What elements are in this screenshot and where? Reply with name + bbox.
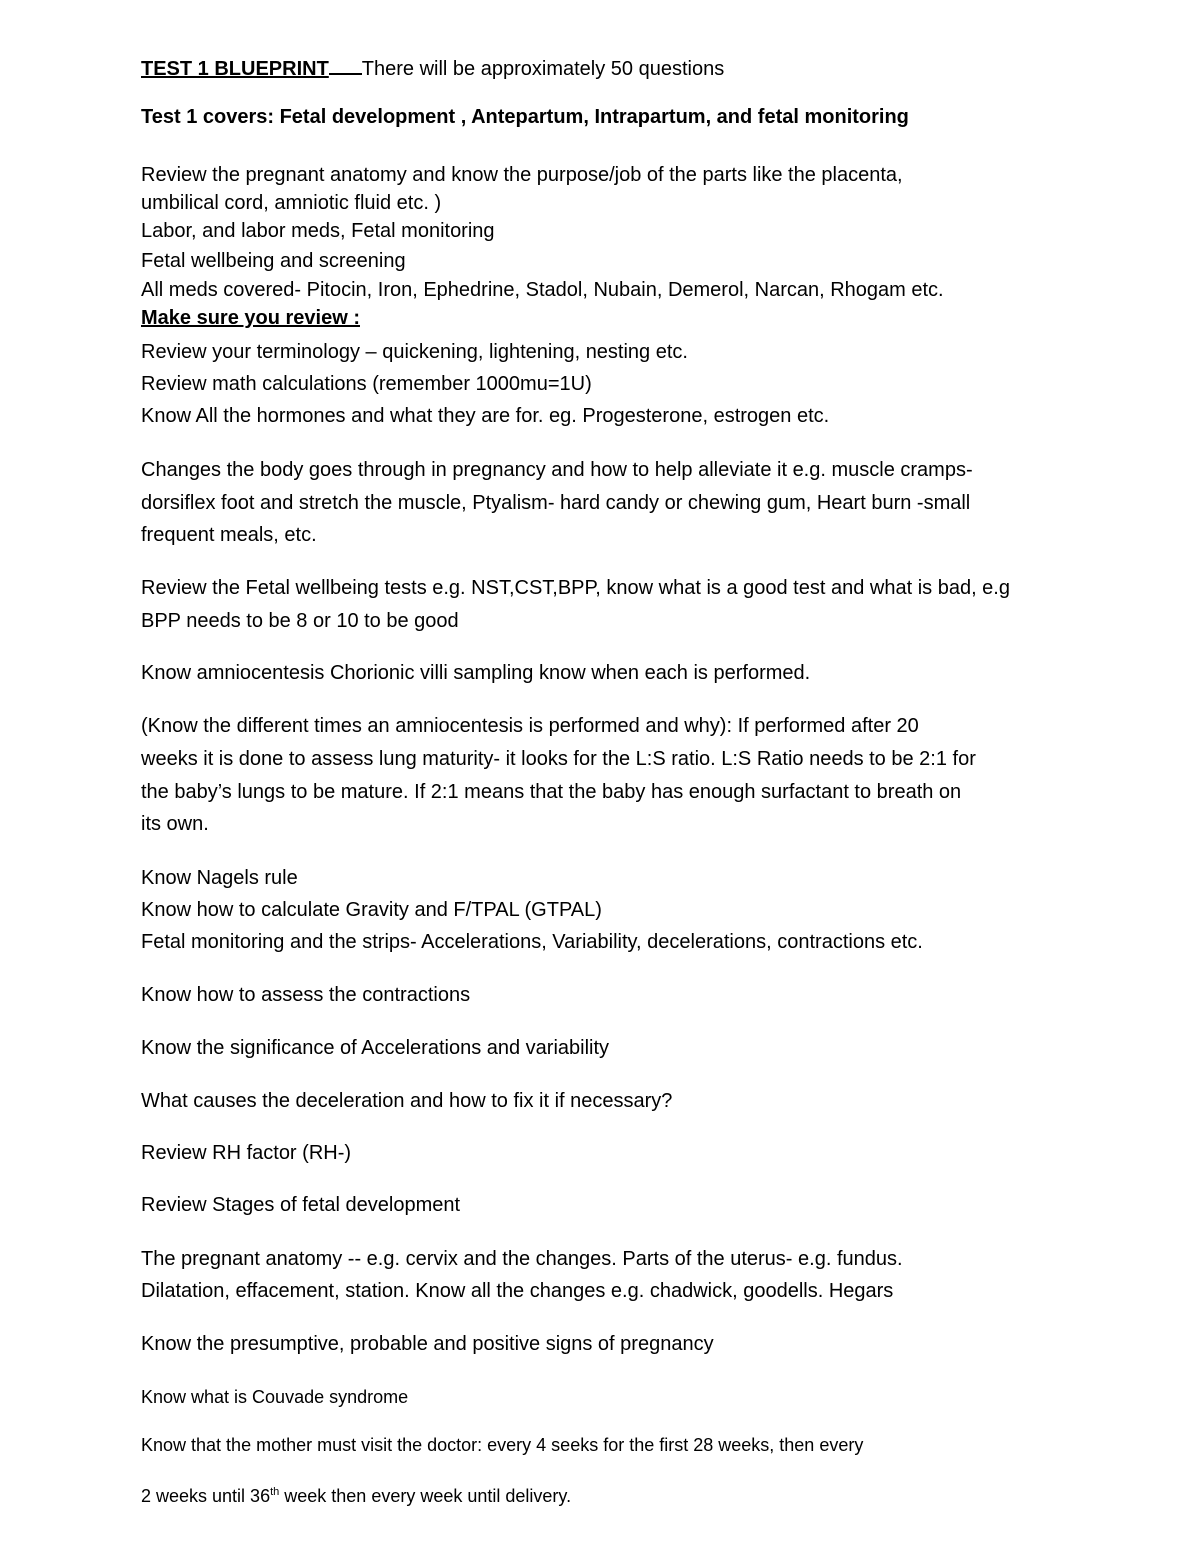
text-line: weeks it is done to assess lung maturity- it looks for the L:S ratio. L:S Ratio needs to be 2:1 for — [141, 748, 976, 770]
text-line: Fetal monitoring and the strips- Accelerations, Variability, decelerations, contractions etc. — [141, 931, 923, 953]
text-line: Know amniocentesis Chorionic villi sampling know when each is performed. — [141, 662, 811, 684]
text-line: Know what is Couvade syndrome — [141, 1387, 409, 1407]
text-line: its own. — [141, 813, 209, 835]
text-line: Review RH factor (RH-) — [141, 1142, 352, 1164]
text-segment: week then every week until delivery. — [279, 1486, 572, 1506]
text-line: Labor, and labor meds, Fetal monitoring — [141, 220, 495, 242]
ordinal-suffix: th — [270, 1486, 280, 1498]
text-line: frequent meals, etc. — [141, 524, 317, 546]
text-line: Review the pregnant anatomy and know the purpose/job of the parts like the placenta, — [141, 164, 903, 186]
text-line — [141, 1484, 571, 1508]
text-line: (Know the different times an amniocentesis is performed and why): If performed after 20 — [141, 715, 919, 737]
text-line: Review math calculations (remember 1000mu=1U) — [141, 373, 592, 395]
text-line: Changes the body goes through in pregnancy and how to help alleviate it e.g. muscle cramps- — [141, 459, 973, 481]
text-line: Know the presumptive, probable and positive signs of pregnancy — [141, 1333, 714, 1355]
text-line: Know how to assess the contractions — [141, 984, 471, 1006]
text-line: Know All the hormones and what they are for. eg. Progesterone, estrogen etc. — [141, 405, 830, 427]
text-line: umbilical cord, amniotic fluid etc. ) — [141, 192, 442, 214]
review-heading: Make sure you review : — [141, 307, 360, 329]
text-line: What causes the deceleration and how to fix it if necessary? — [141, 1090, 673, 1112]
text-line: Review Stages of fetal development — [141, 1194, 461, 1216]
text-line: Know the significance of Accelerations and variability — [141, 1037, 610, 1059]
text-line: Review your terminology – quickening, lightening, nesting etc. — [141, 341, 688, 363]
title-underline-gap — [329, 58, 362, 75]
text-line: the baby’s lungs to be mature. If 2:1 means that the baby has enough surfactant to breath on — [141, 781, 962, 803]
text-line: Know that the mother must visit the doctor: every 4 seeks for the first 28 weeks, then every — [141, 1435, 864, 1455]
question-count-note: There will be approximately 50 questions — [361, 58, 725, 80]
text-line: dorsiflex foot and stretch the muscle, Ptyalism- hard candy or chewing gum, Heart burn -small — [141, 492, 971, 514]
text-line: Know Nagels rule — [141, 867, 298, 889]
text-line: BPP needs to be 8 or 10 to be good — [141, 610, 459, 632]
text-line: Know how to calculate Gravity and F/TPAL (GTPAL) — [141, 899, 602, 921]
document-title: TEST 1 BLUEPRINT — [141, 58, 329, 80]
text-segment: 2 weeks until 36 — [141, 1486, 271, 1506]
text-line: The pregnant anatomy -- e.g. cervix and the changes. Parts of the uterus- e.g. fundus. — [141, 1248, 903, 1270]
title-line — [141, 57, 724, 81]
text-line: Fetal wellbeing and screening — [141, 250, 406, 272]
test-coverage: Test 1 covers: Fetal development , Antepartum, Intrapartum, and fetal monitoring — [141, 106, 909, 128]
text-line: Review the Fetal wellbeing tests e.g. NST,CST,BPP, know what is a good test and what is bad, e.g — [141, 577, 1010, 599]
text-line: All meds covered- Pitocin, Iron, Ephedrine, Stadol, Nubain, Demerol, Narcan, Rhogam etc. — [141, 279, 944, 301]
text-line: Dilatation, effacement, station. Know all the changes e.g. chadwick, goodells. Hegars — [141, 1280, 894, 1302]
